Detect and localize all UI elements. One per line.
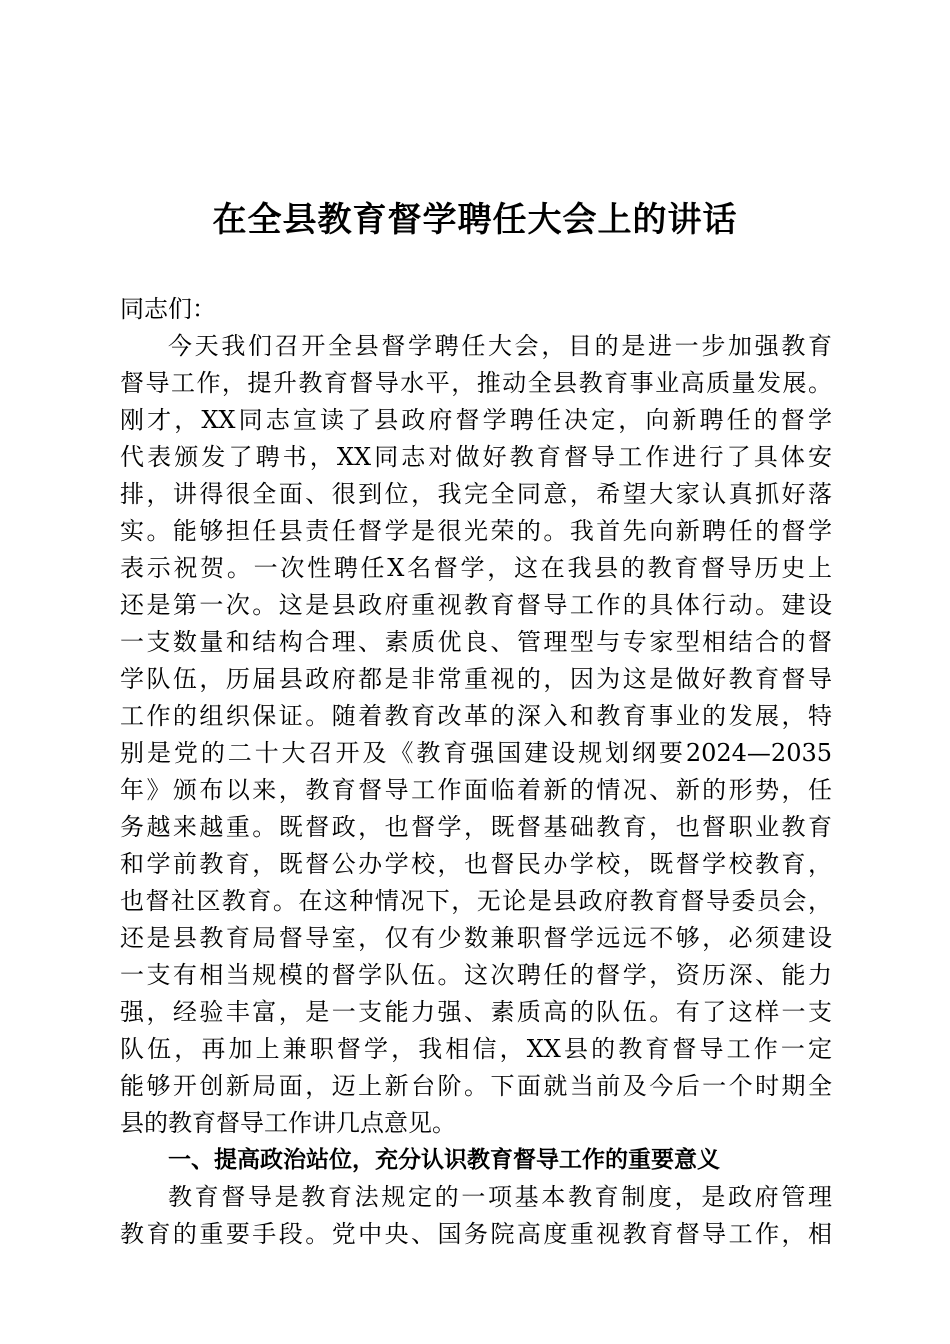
paragraph-line: 实。能够担任县责任督学是很光荣的。我首先向新聘任的督学 <box>120 517 832 545</box>
paragraph-line: 代表颁发了聘书，XX同志对做好教育督导工作进行了具体安 <box>120 443 832 471</box>
salutation: 同志们： <box>120 295 216 323</box>
paragraph-line: 工作的组织保证。随着教育改革的深入和教育事业的发展，特 <box>120 702 832 730</box>
paragraph-line: 别是党的二十大召开及《教育强国建设规划纲要2024—2035 <box>120 739 832 767</box>
paragraph-line: 一支有相当规模的督学队伍。这次聘任的督学，资历深、能力 <box>120 961 832 989</box>
paragraph-line: 还是第一次。这是县政府重视教育督导工作的具体行动。建设 <box>120 591 832 619</box>
paragraph-line: 一支数量和结构合理、素质优良、管理型与专家型相结合的督 <box>120 628 832 656</box>
paragraph-line: 务越来越重。既督政，也督学，既督基础教育，也督职业教育 <box>120 813 832 841</box>
paragraph-line: 和学前教育，既督公办学校，也督民办学校，既督学校教育， <box>120 850 832 878</box>
section-heading: 一、提高政治站位，充分认识教育督导工作的重要意义 <box>168 1147 720 1173</box>
paragraph-line: 还是县教育局督导室，仅有少数兼职督学远远不够，必须建设 <box>120 924 832 952</box>
paragraph-line: 表示祝贺。一次性聘任X名督学，这在我县的教育督导历史上 <box>120 554 832 582</box>
paragraph-line: 县的教育督导工作讲几点意见。 <box>120 1109 456 1137</box>
paragraph-line: 队伍，再加上兼职督学，我相信，XX县的教育督导工作一定 <box>120 1035 832 1063</box>
document-title: 在全县教育督学聘任大会上的讲话 <box>212 200 738 240</box>
paragraph-line: 排，讲得很全面、很到位，我完全同意，希望大家认真抓好落 <box>120 480 832 508</box>
paragraph-line: 能够开创新局面，迈上新台阶。下面就当前及今后一个时期全 <box>120 1072 832 1100</box>
paragraph-line: 学队伍，历届县政府都是非常重视的，因为这是做好教育督导 <box>120 665 832 693</box>
paragraph-line: 年》颁布以来，教育督导工作面临着新的情况、新的形势，任 <box>120 776 832 804</box>
paragraph-line: 今天我们召开全县督学聘任大会，目的是进一步加强教育 <box>168 332 832 360</box>
paragraph-line: 刚才，XX同志宣读了县政府督学聘任决定，向新聘任的督学 <box>120 406 832 434</box>
paragraph-line: 教育督导是教育法规定的一项基本教育制度，是政府管理 <box>168 1183 832 1211</box>
paragraph-line: 也督社区教育。在这种情况下，无论是县政府教育督导委员会， <box>120 887 832 915</box>
document-body <box>120 291 832 1253</box>
paragraph-line: 教育的重要手段。党中央、国务院高度重视教育督导工作，相 <box>120 1220 832 1248</box>
paragraph-line: 强，经验丰富，是一支能力强、素质高的队伍。有了这样一支 <box>120 998 832 1026</box>
paragraph-line: 督导工作，提升教育督导水平，推动全县教育事业高质量发展。 <box>120 369 832 397</box>
